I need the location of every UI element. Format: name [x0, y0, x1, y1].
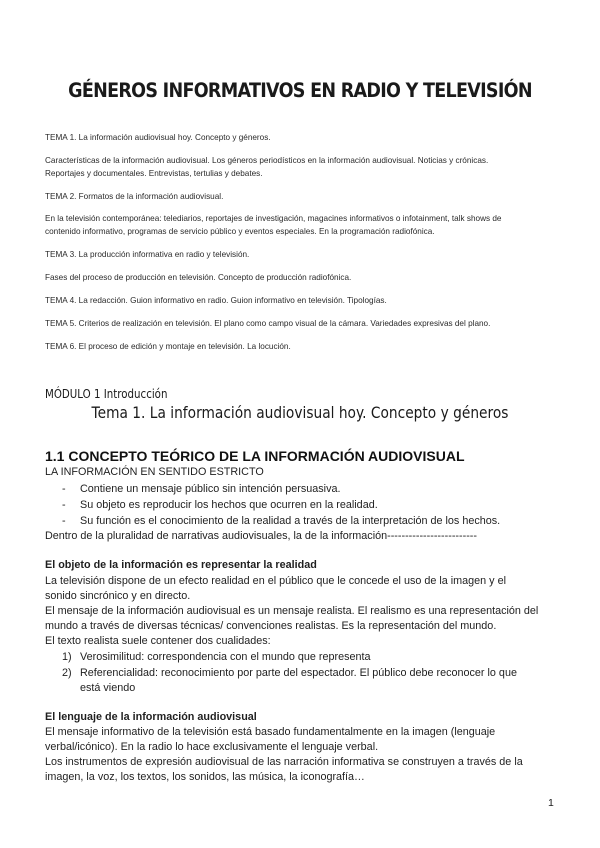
- syllabus-tema-2: TEMA 2. Formatos de la información audiovisual.: [45, 192, 224, 201]
- tema-heading: Tema 1. La información audiovisual hoy. Concepto y géneros: [91, 403, 509, 422]
- syllabus-tema-3: TEMA 3. La producción informativa en radio y televisión.: [45, 250, 250, 259]
- bullet-dash: -: [62, 483, 66, 495]
- list-item: Referencialidad: reconocimiento por parte del espectador. El público debe reconocer lo que: [80, 667, 517, 679]
- paragraph-line: El mensaje de la información audiovisual es un mensaje realista. El realismo es una representación del: [45, 605, 539, 617]
- bullet-dash: -: [62, 499, 66, 511]
- paragraph-line: Los instrumentos de expresión audiovisual de las narración informativa se construyen a través de la: [45, 756, 523, 768]
- paragraph-line: sonido sincrónico y en directo.: [45, 590, 191, 602]
- page-number: 1: [548, 797, 554, 809]
- syllabus-tema-4: TEMA 4. La redacción. Guion informativo en radio. Guion informativo en televisión. Tipologías.: [45, 296, 387, 305]
- paragraph-line: imagen, la voz, los textos, los sonidos, las música, la iconografía…: [45, 771, 365, 783]
- info-strict-heading: LA INFORMACIÓN EN SENTIDO ESTRICTO: [45, 466, 264, 478]
- bullet-dash: -: [62, 515, 66, 527]
- list-number: 2): [62, 667, 72, 679]
- section-heading: 1.1 CONCEPTO TEÓRICO DE LA INFORMACIÓN AUDIOVISUAL: [45, 448, 465, 464]
- syllabus-tema-1: TEMA 1. La información audiovisual hoy. Concepto y géneros.: [45, 133, 271, 142]
- syllabus-tema-6: TEMA 6. El proceso de edición y montaje en televisión. La locución.: [45, 342, 291, 351]
- paragraph-line: La televisión dispone de un efecto realidad en el público que le concede el uso de la imagen y el: [45, 575, 506, 587]
- bullet-item: Su objeto es reproducir los hechos que ocurren en la realidad.: [80, 499, 378, 511]
- paragraph-line: El mensaje informativo de la televisión está basado fundamentalmente en la imagen (lenguaje: [45, 726, 496, 738]
- paragraph-line: El texto realista suele contener dos cualidades:: [45, 635, 271, 647]
- module-heading: MÓDULO 1 Introducción: [45, 386, 168, 401]
- bullet-item: Contiene un mensaje público sin intención persuasiva.: [80, 483, 341, 495]
- bullet-item: Su función es el conocimiento de la realidad a través de la interpretación de los hechos.: [80, 515, 501, 527]
- list-number: 1): [62, 651, 72, 663]
- syllabus-tema-2-desc-line-1: En la televisión contemporánea: telediarios, reportajes de investigación, magacines informativos o infotainment, talk shows de: [45, 214, 502, 223]
- subheading-lenguaje: El lenguaje de la información audiovisual: [45, 711, 257, 723]
- document-title: GÉNEROS INFORMATIVOS EN RADIO Y TELEVISIÓN: [68, 79, 532, 102]
- list-item-continuation: está viendo: [80, 682, 136, 694]
- syllabus-tema-1-desc-line-2: Reportajes y documentales. Entrevistas, tertulias y debates.: [45, 169, 263, 178]
- syllabus-tema-2-desc-line-2: contenido informativo, programas de servicio público y eventos especiales. En la programación radiofónica.: [45, 227, 435, 236]
- subheading-objeto: El objeto de la información es representar la realidad: [45, 559, 317, 571]
- paragraph-line: verbal/icónico). En la radio lo hace exclusivamente el lenguaje verbal.: [45, 741, 379, 753]
- syllabus-tema-5: TEMA 5. Criterios de realización en televisión. El plano como campo visual de la cámara. Variedades expresivas del plano.: [45, 319, 491, 328]
- list-item: Verosimilitud: correspondencia con el mundo que representa: [80, 651, 371, 663]
- narratives-line: Dentro de la pluralidad de narrativas audiovisuales, la de la información-------------------------: [45, 530, 477, 542]
- syllabus-tema-1-desc-line-1: Características de la información audiovisual. Los géneros periodísticos en la información audiovisual. Noticias y crónicas.: [45, 156, 489, 165]
- syllabus-tema-3-desc: Fases del proceso de producción en televisión. Concepto de producción radiofónica.: [45, 273, 352, 282]
- paragraph-line: mundo a través de diversas técnicas/ convenciones realistas. Es la representación del mundo.: [45, 620, 497, 632]
